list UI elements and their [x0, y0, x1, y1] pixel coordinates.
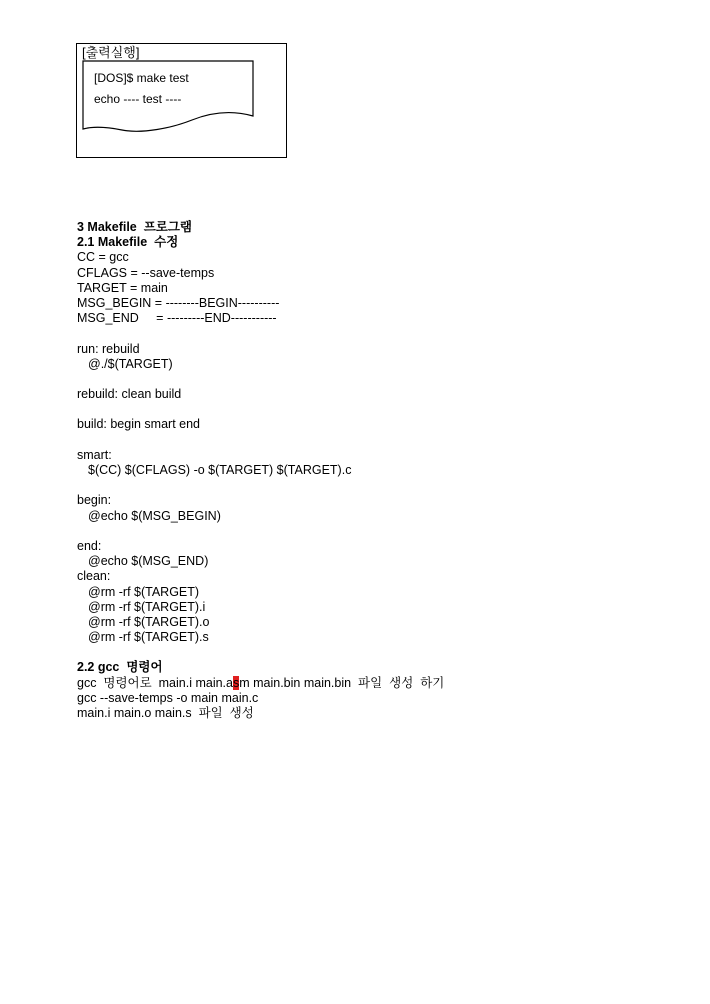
rule-clean-cmd-2: @rm -rf $(TARGET).i [88, 599, 206, 614]
cursor-highlight: s [232, 675, 240, 690]
rule-run: run: rebuild [77, 341, 140, 356]
section-heading: 3 Makefile 프로그램 [77, 220, 192, 234]
blank-line [77, 433, 677, 448]
var-msg-end: MSG_END = ---------END----------- [77, 311, 277, 326]
rule-clean-cmd-4: @rm -rf $(TARGET).s [88, 630, 209, 645]
subsection-heading: 2.1 Makefile 수정 [77, 235, 179, 250]
var-target: TARGET = main [77, 280, 168, 295]
gcc-line-3: main.i main.o main.s 파일 생성 [77, 706, 254, 720]
rule-clean-cmd-3: @rm -rf $(TARGET).o [88, 614, 210, 629]
rule-build: build: begin smart end [77, 417, 200, 432]
gcc-line-1 [77, 676, 677, 691]
rule-clean: clean: [77, 569, 111, 584]
output-box-title: [출력실행] [82, 45, 140, 60]
output-line-echo: echo ---- test ---- [94, 92, 182, 106]
document-body [77, 220, 677, 721]
blank-line [77, 326, 677, 341]
output-example-box [76, 43, 287, 158]
gcc-line-1-post: m main.bin main.bin 파일 생성 하기 [239, 675, 445, 690]
var-msg-begin: MSG_BEGIN = --------BEGIN---------- [77, 295, 280, 310]
rule-rebuild: rebuild: clean build [77, 387, 182, 402]
rule-clean-cmd-1: @rm -rf $(TARGET) [88, 584, 200, 599]
gcc-line-1-pre: gcc 명령어로 main.i main.a [77, 675, 233, 690]
blank-line [77, 372, 677, 387]
rule-smart: smart: [77, 447, 112, 462]
var-cc: CC = gcc [77, 250, 129, 265]
rule-run-cmd: @./$(TARGET) [88, 356, 173, 371]
rule-begin-cmd: @echo $(MSG_BEGIN) [88, 508, 221, 523]
blank-line [77, 524, 677, 539]
gcc-heading: 2.2 gcc 명령어 [77, 660, 163, 675]
blank-line [77, 645, 677, 660]
rule-begin: begin: [77, 493, 112, 508]
blank-line [77, 478, 677, 493]
var-cflags: CFLAGS = --save-temps [77, 265, 215, 280]
rule-end-cmd: @echo $(MSG_END) [88, 554, 209, 569]
rule-end: end: [77, 538, 102, 553]
rule-smart-cmd: $(CC) $(CFLAGS) -o $(TARGET) $(TARGET).c [88, 463, 352, 477]
gcc-line-2: gcc --save-temps -o main main.c [77, 690, 259, 705]
output-line-command: [DOS]$ make test [94, 71, 189, 85]
blank-line [77, 402, 677, 417]
